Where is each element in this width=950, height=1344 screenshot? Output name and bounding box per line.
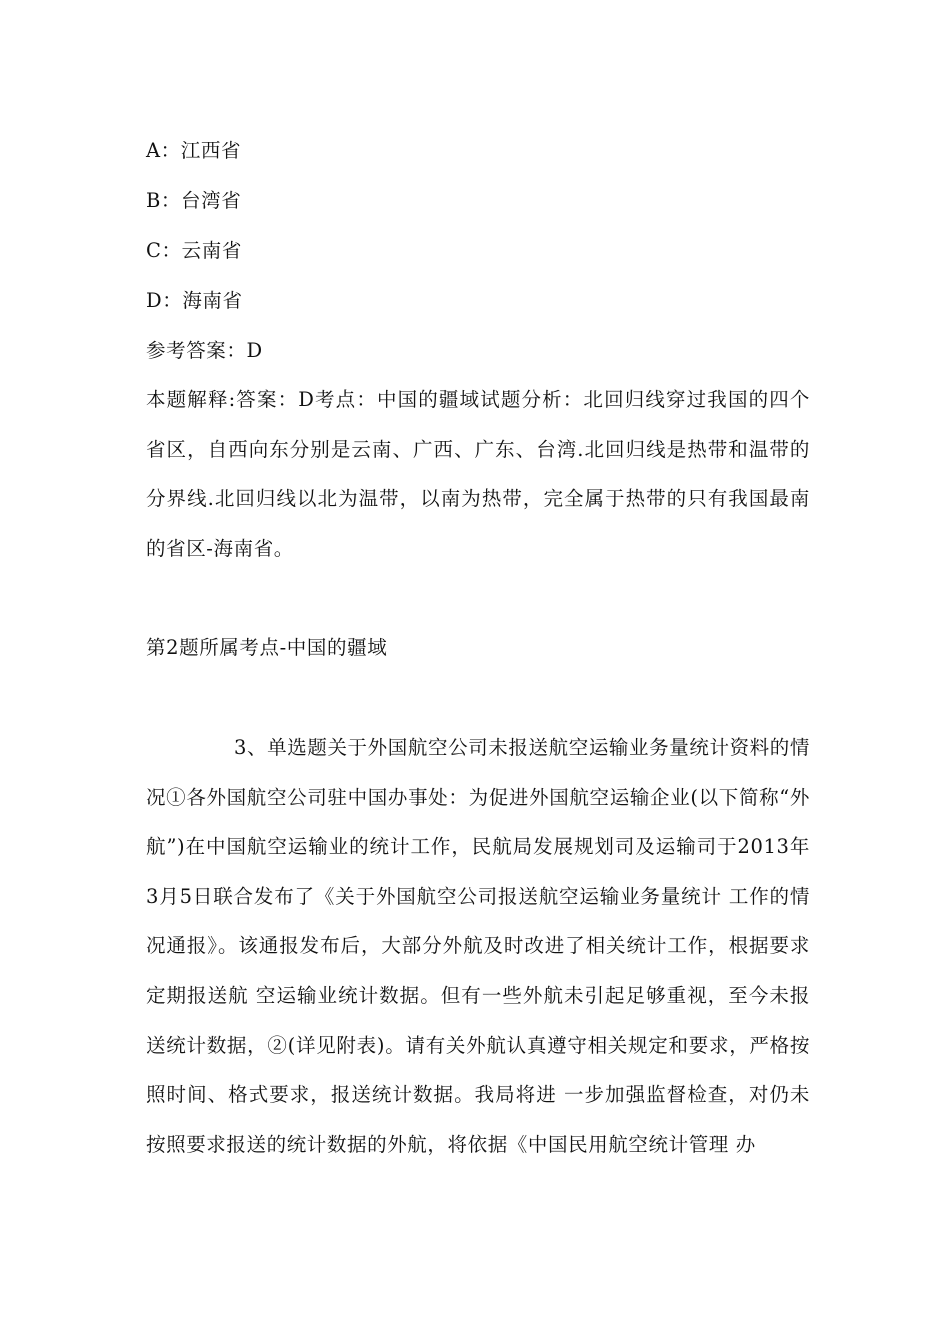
answer-explanation: 本题解释:答案：D考点：中国的疆域试题分析：北回归线穿过我国的四个省区，自西向东分别是云南、广西、广东、台湾.北回归线是热带和温带的分界线.北回归线以北为温带，以南为热带，完全属于热带的只有我国最南的省区-海南省。 [146, 388, 810, 560]
option-c: C：云南省 [146, 239, 242, 262]
question-3-text: 3、单选题关于外国航空公司未报送航空运输业务量统计资料的情况①各外国航空公司驻中国办事处：为促进外国航空运输企业(以下简称“外航”)在中国航空运输业的统计工作，民航局发展规划司及运输司于2013年3月5日联合发布了《关于外国航空公司报送航空运输业务量统计 工作的情况通报》。该通报发布后，大部分外航及时改进了相关统计工作，根据要求定期报送航 空运输业统计数据。但有一些外航未引起足够重视，至今未报送统计数据，②(详见附表)。请有关外航认真遵守相关规定和要求，严格按照时间、格式要求，报送统计数据。我局将进 一步加强监督检查，对仍未按照要求报送的统计数据的外航，将依据《中国民用航空统计管理 办 [146, 736, 810, 1156]
option-d: D：海南省 [146, 289, 243, 312]
option-a: A：江西省 [146, 139, 242, 162]
topic-heading: 第2题所属考点-中国的疆域 [146, 636, 388, 659]
reference-answer: 参考答案：D [146, 339, 263, 362]
option-b: B：台湾省 [146, 189, 242, 212]
